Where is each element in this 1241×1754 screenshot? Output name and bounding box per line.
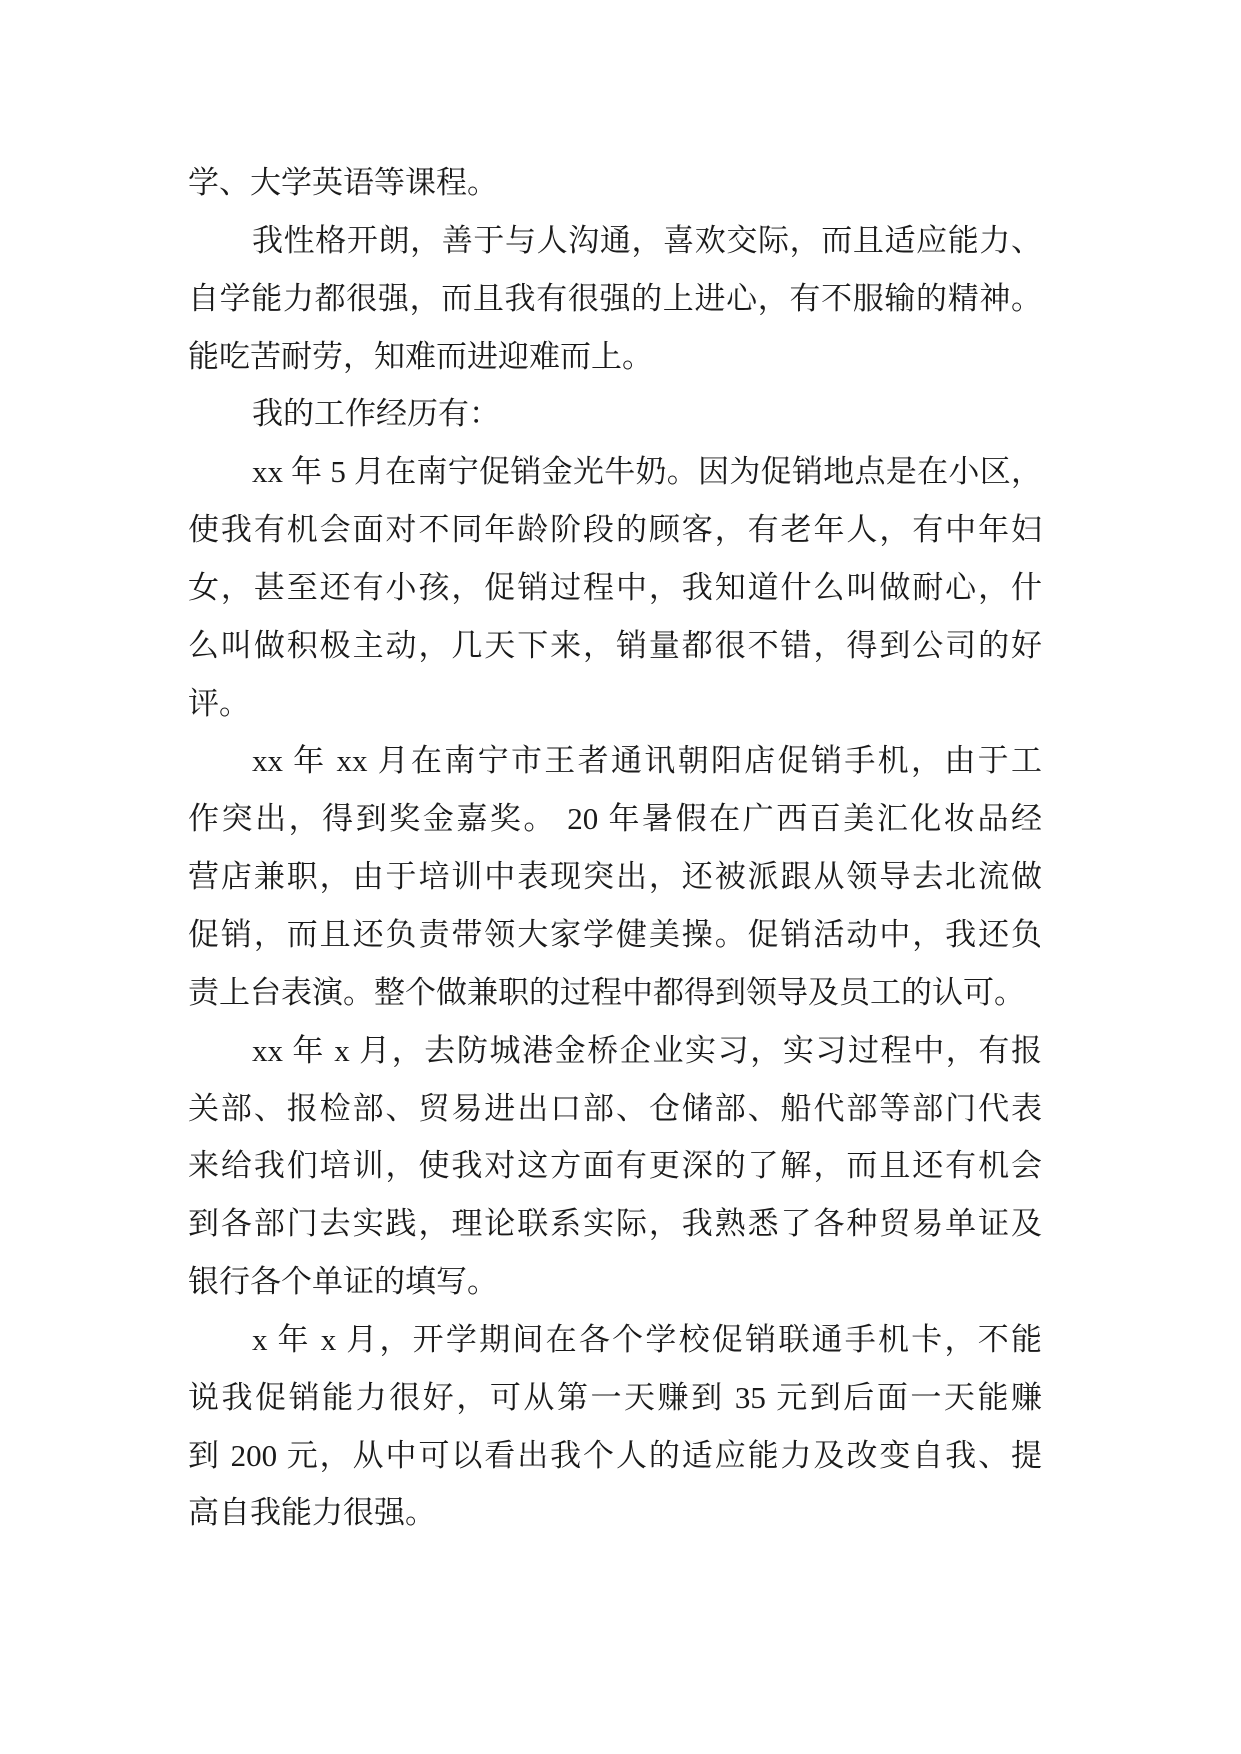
text-line: 我的工作经历有：: [252, 396, 500, 432]
text-line: 评。: [188, 685, 250, 721]
text-line: xx 年 5 月在南宁促销金光牛奶。因为促销地点是在小区，: [252, 454, 1042, 490]
text-line: 促销，而且还负责带领大家学健美操。促销活动中，我还负: [188, 916, 1042, 952]
paragraph: [188, 1311, 1042, 1542]
paragraph: [188, 732, 1042, 1021]
text-line: 营店兼职，由于培训中表现突出，还被派跟从领导去北流做: [188, 859, 1042, 895]
paragraph: [188, 154, 1042, 212]
text-line: x 年 x 月，开学期间在各个学校促销联通手机卡，不能: [252, 1321, 1042, 1357]
text-line: 高自我能力很强。: [188, 1495, 436, 1531]
text-line: 自学能力都很强，而且我有很强的上进心，有不服输的精神。: [188, 280, 1042, 316]
paragraph: [188, 212, 1042, 386]
text-line: 女，甚至还有小孩，促销过程中，我知道什么叫做耐心，什: [188, 569, 1042, 605]
text-line: xx 年 xx 月在南宁市王者通讯朝阳店促销手机，由于工: [252, 743, 1042, 779]
paragraph: [188, 443, 1042, 732]
text-line: 说我促销能力很好，可从第一天赚到 35 元到后面一天能赚: [188, 1379, 1042, 1415]
text-line: 到各部门去实践，理论联系实际，我熟悉了各种贸易单证及: [188, 1206, 1042, 1242]
paragraph: [188, 1022, 1042, 1311]
text-line: 关部、报检部、贸易进出口部、仓储部、船代部等部门代表: [188, 1090, 1042, 1126]
text-line: xx 年 x 月，去防城港金桥企业实习，实习过程中，有报: [252, 1032, 1042, 1068]
text-line: 来给我们培训，使我对这方面有更深的了解，而且还有机会: [188, 1148, 1042, 1184]
text-line: 使我有机会面对不同年龄阶段的顾客，有老年人，有中年妇: [188, 512, 1042, 548]
body-text: [188, 154, 1042, 1542]
text-line: 责上台表演。整个做兼职的过程中都得到领导及员工的认可。: [188, 974, 1025, 1010]
text-line: 学、大学英语等课程。: [188, 165, 498, 200]
text-line: 作突出，得到奖金嘉奖。 20 年暑假在广西百美汇化妆品经: [188, 801, 1042, 837]
text-line: 能吃苦耐劳，知难而进迎难而上。: [188, 338, 653, 374]
text-line: 么叫做积极主动，几天下来，销量都很不错，得到公司的好: [188, 627, 1042, 663]
paragraph: [188, 385, 1042, 443]
text-line: 我性格开朗，善于与人沟通，喜欢交际，而且适应能力、: [252, 222, 1042, 258]
text-line: 银行各个单证的填写。: [188, 1264, 498, 1300]
text-line: 到 200 元，从中可以看出我个人的适应能力及改变自我、提: [188, 1437, 1042, 1473]
